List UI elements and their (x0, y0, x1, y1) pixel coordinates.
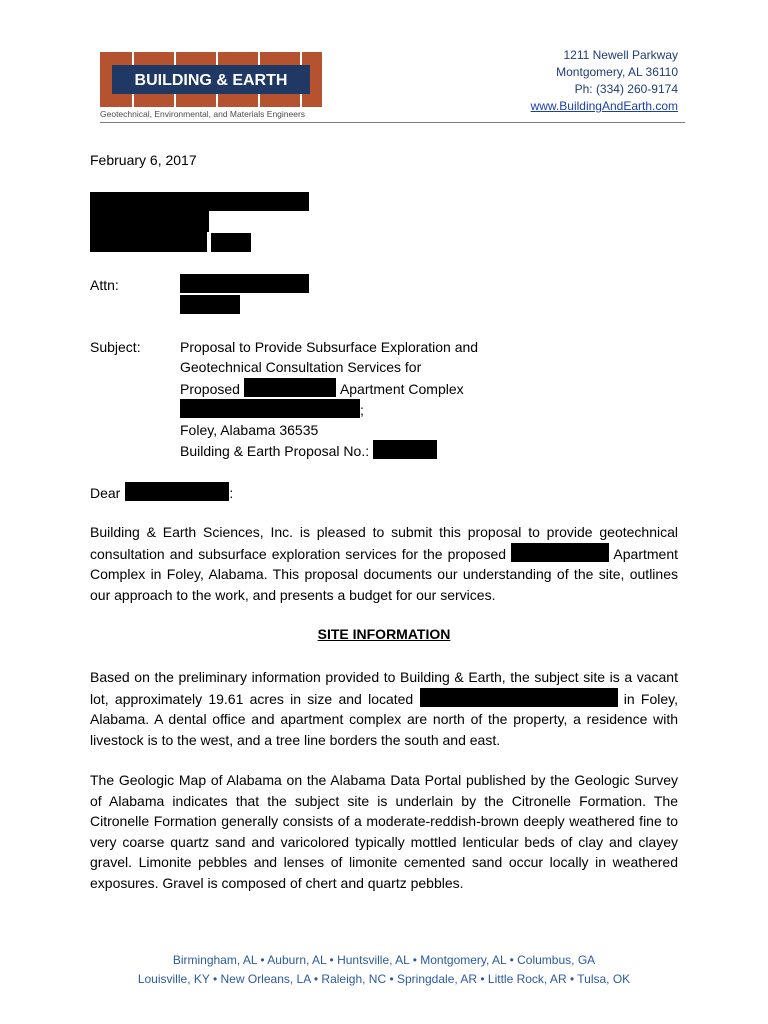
footer-line-2: Louisville, KY • New Orleans, LA • Raleigh, NC • Springdale, AR • Little Rock, AR • Tulsa, OK (137, 972, 631, 986)
redacted-recipient-line3b (211, 233, 251, 252)
subject-line-1: Proposal to Provide Subsurface Exploration and (180, 339, 479, 355)
salutation: Dear : (90, 482, 233, 503)
logo-title: BUILDING & EARTH (134, 72, 288, 89)
address-phone: Ph: (334) 260-9174 (574, 82, 678, 96)
attn-label: Attn: (90, 277, 119, 293)
footer-offices (0, 951, 768, 989)
subject-line-3: Proposed Apartment Complex (180, 378, 464, 399)
redacted-recipient-line3a (90, 232, 207, 252)
subject-line-4: ; (180, 399, 364, 420)
address-block (531, 47, 678, 115)
redacted-project-address (180, 399, 360, 418)
redacted-project-name-2 (511, 543, 609, 562)
subject-label: Subject: (90, 339, 141, 355)
logo-tagline: Geotechnical, Environmental, and Materials Engineers (100, 109, 306, 119)
geology-paragraph: The Geologic Map of Alabama on the Alabama Data Portal published by the Geologic Survey of Alabama indicates that the subject site is underlain by the Citronelle Formation. The Citronelle Formation generally consists of a moderate-reddish-brown deeply weathered fine to very coarse quartz sand and varicolored typically mottled lenticular beds of clay and clayey gravel. Limonite pebbles and lenses of limonite cemented sand occur locally in weathered exposures. Gravel is composed of chert and quartz pebbles. (90, 772, 678, 891)
redacted-project-name (244, 378, 336, 397)
address-street: 1211 Newell Parkway (563, 48, 678, 62)
site-information-heading: SITE INFORMATION (317, 626, 451, 642)
footer-line-1: Birmingham, AL • Auburn, AL • Huntsville, AL • Montgomery, AL • Columbus, GA (172, 953, 596, 967)
subject-line-2: Geotechnical Consultation Services for (180, 359, 422, 375)
redacted-attn-name (180, 274, 309, 293)
letter-date: February 6, 2017 (90, 152, 197, 168)
redacted-recipient-line1 (90, 192, 309, 211)
address-city: Montgomery, AL 36110 (556, 65, 678, 79)
site-paragraph: Based on the preliminary information provided to Building & Earth, the subject site is a vacant lot, approximately 19.61 acres in size and located in Foley, Alabama. A dental office and apartment complex are north of the property, a residence with livestock is to the west, and a tree line borders the south and east. (90, 669, 679, 748)
header-divider (100, 122, 685, 123)
website-link[interactable]: www.BuildingAndEarth.com (530, 99, 678, 113)
building-earth-logo (100, 52, 322, 107)
redacted-attn-title (180, 295, 240, 314)
intro-paragraph: Building & Earth Sciences, Inc. is pleased to submit this proposal to provide geotechnical consultation and subsurface exploration services for the proposed Apartment Complex in Foley, Alabama. This proposal documents our understanding of the site, outlines our approach to the work, and presents a budget for our services. (90, 524, 678, 603)
subject-line-6: Building & Earth Proposal No.: (180, 440, 437, 461)
redacted-site-location (420, 688, 618, 707)
redacted-proposal-number (373, 440, 437, 459)
redacted-addressee (125, 482, 229, 501)
subject-line-5: Foley, Alabama 36535 (180, 422, 319, 438)
redacted-recipient-line2 (90, 211, 209, 232)
